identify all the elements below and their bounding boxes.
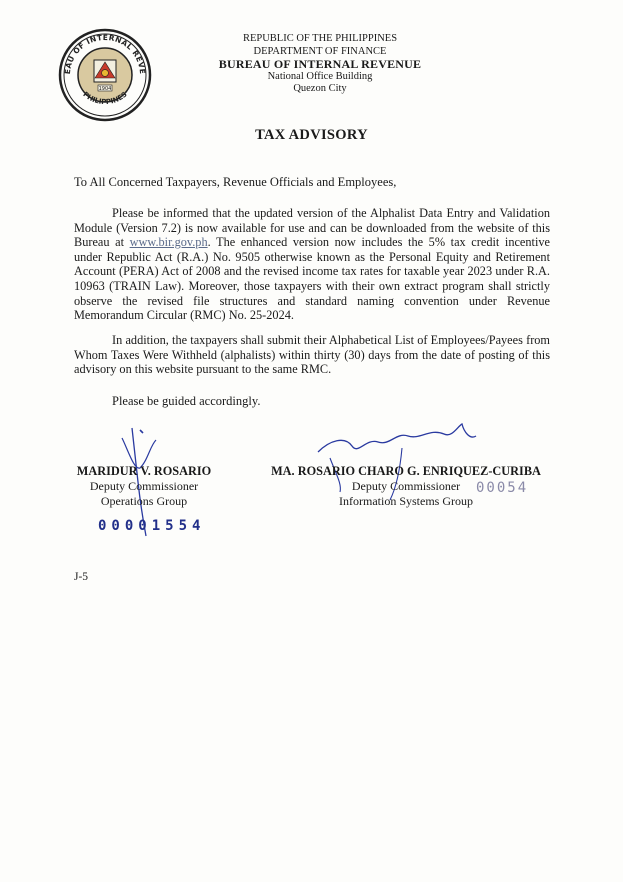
bir-website-link[interactable]: www.bir.gov.ph [129,235,208,250]
signatory-title: Deputy Commissioner [351,479,461,493]
serial-stamp: 00054 [476,480,529,496]
paragraph-1 [74,206,550,323]
bir-seal-logo [58,28,152,122]
svg-text:1904: 1904 [98,86,112,92]
country-name: REPUBLIC OF THE PHILIPPINES [242,33,398,44]
serial-stamp: 00001554 [98,518,206,534]
salutation: To All Concerned Taxpayers, Revenue Officials and Employees, [74,175,397,189]
letterhead [200,33,440,96]
svg-text:PHILIPPINES: PHILIPPINES [81,90,129,107]
reference-code: J-5 [74,571,89,583]
signatory-left [60,464,228,509]
paragraph-2: In addition, the taxpayers shall submit their Alphabetical List of Employees/Payees from Whom Taxes Were Withheld (alphalists) within thirty (30) days from the date of posting of this advisory on this website pursuant to the same RMC. [74,333,550,377]
department-name: DEPARTMENT OF FINANCE [253,45,387,57]
signatory-group: Information Systems Group [339,494,473,508]
paragraph-1-text-cont: . The enhanced version now includes the 5% tax credit incentive under Republic Act (R.A.) No. 9505 otherwise known as the Personal Equity and Retirement Account (PERA) Act of 2008 and the revised income tax rates for taxable year 2023 under R.A. 10963 (TRAIN Law). Moreover, those taxpayers with their own extract program shall strictly observe the revised file structures and standard naming convention under Revenue Memorandum Circular (RMC) No. 25-2024. [74,235,550,323]
svg-text:BUREAU OF INTERNAL REVENUE: EAU OF INTERNAL REVE [62,32,148,75]
office-city: Quezon City [293,83,347,94]
signatory-group: Operations Group [100,494,188,508]
office-building: National Office Building [267,70,373,82]
signatory-title: Deputy Commissioner [89,479,199,493]
signatory-name: MA. ROSARIO CHARO G. ENRIQUEZ-CURIBA [271,464,541,478]
bureau-name: BUREAU OF INTERNAL REVENUE [218,57,422,71]
closing-line: Please be guided accordingly. [112,394,261,408]
document-title: TAX ADVISORY [255,127,368,143]
paragraph-1-text: Please be informed that the updated version of the Alphalist Data Entry and Validation Module (Version 7.2) is now available for use and can be downloaded from the website of this Bureau at [74,206,550,250]
signatory-name: MARIDUR V. ROSARIO [76,464,212,478]
